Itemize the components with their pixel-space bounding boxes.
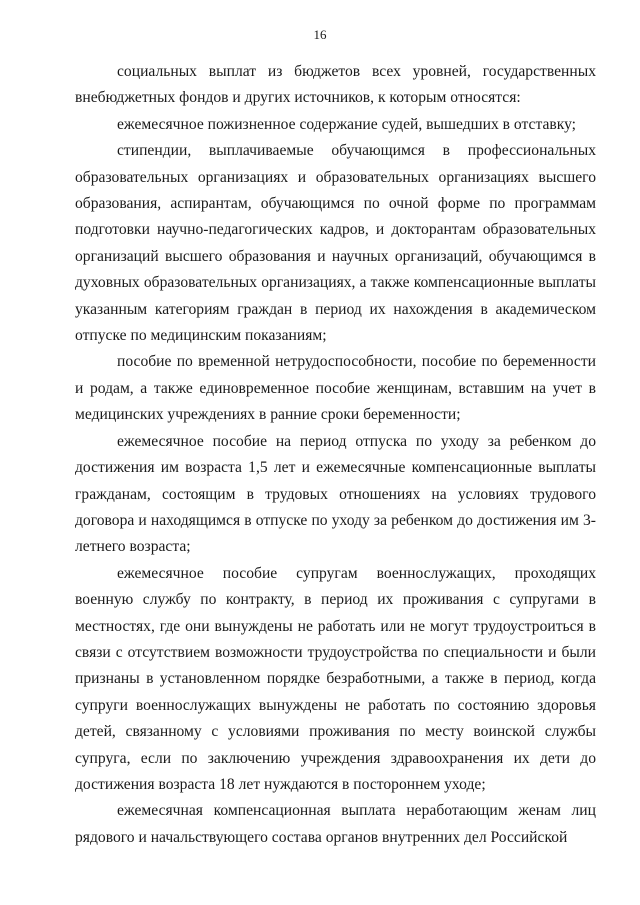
paragraph-military-spouse-benefit: ежемесячное пособие супругам военнослужащих, проходящих военную службу по контракту, в период их проживания с супругами в местностях, где они вынуждены не работать или не могут трудоустроиться в связи с отсутствием возможности трудоустройства по специальности и были признаны в установленном порядке безработными, а также в период, когда супруги военнослужащих вынуждены не работать по состоянию здоровья детей, связанному с условиями проживания по месту воинской службы супруга, если по заключению учреждения здравоохранения их дети до достижения возраста 18 лет нуждаются в постороннем уходе; [75,564,596,793]
paragraph-compensation-wives: ежемесячная компенсационная выплата неработающим женам лиц рядового и начальствующего состава органов внутренних дел Российской [75,802,596,846]
document-body [75,59,596,851]
page-number: 16 [313,27,327,42]
paragraph-disability-benefit: пособие по временной нетрудоспособности, пособие по беременности и родам, а также единовременное пособие женщинам, вставшим на учет в медицинских учреждениях в ранние сроки беременности; [75,353,596,424]
paragraph-judges-maintenance: ежемесячное пожизненное содержание судей, вышедших в отставку; [117,115,577,133]
paragraph-social-payments: социальных выплат из бюджетов всех уровней, государственных внебюджетных фондов и других источников, к которым относятся: [75,63,596,107]
paragraph-scholarships: стипендии, выплачиваемые обучающимся в профессиональных образовательных организациях и образовательных организациях высшего образования, аспирантам, обучающимся по очной форме по программам подготовки научно-педагогических кадров, и докторантам образовательных организаций высшего образования и научных организаций, обучающимся в духовных образовательных организациях, а также компенсационные выплаты указанным категориям граждан в период их нахождения в академическом отпуске по медицинским показаниям; [75,142,596,345]
paragraph-childcare-benefit: ежемесячное пособие на период отпуска по уходу за ребенком до достижения им возраста 1,5 лет и ежемесячные компенсационные выплаты гражданам, состоящим в трудовых отношениях на условиях трудового договора и находящимся в отпуске по уходу за ребенком до достижения им 3-летнего возраста; [75,432,596,556]
